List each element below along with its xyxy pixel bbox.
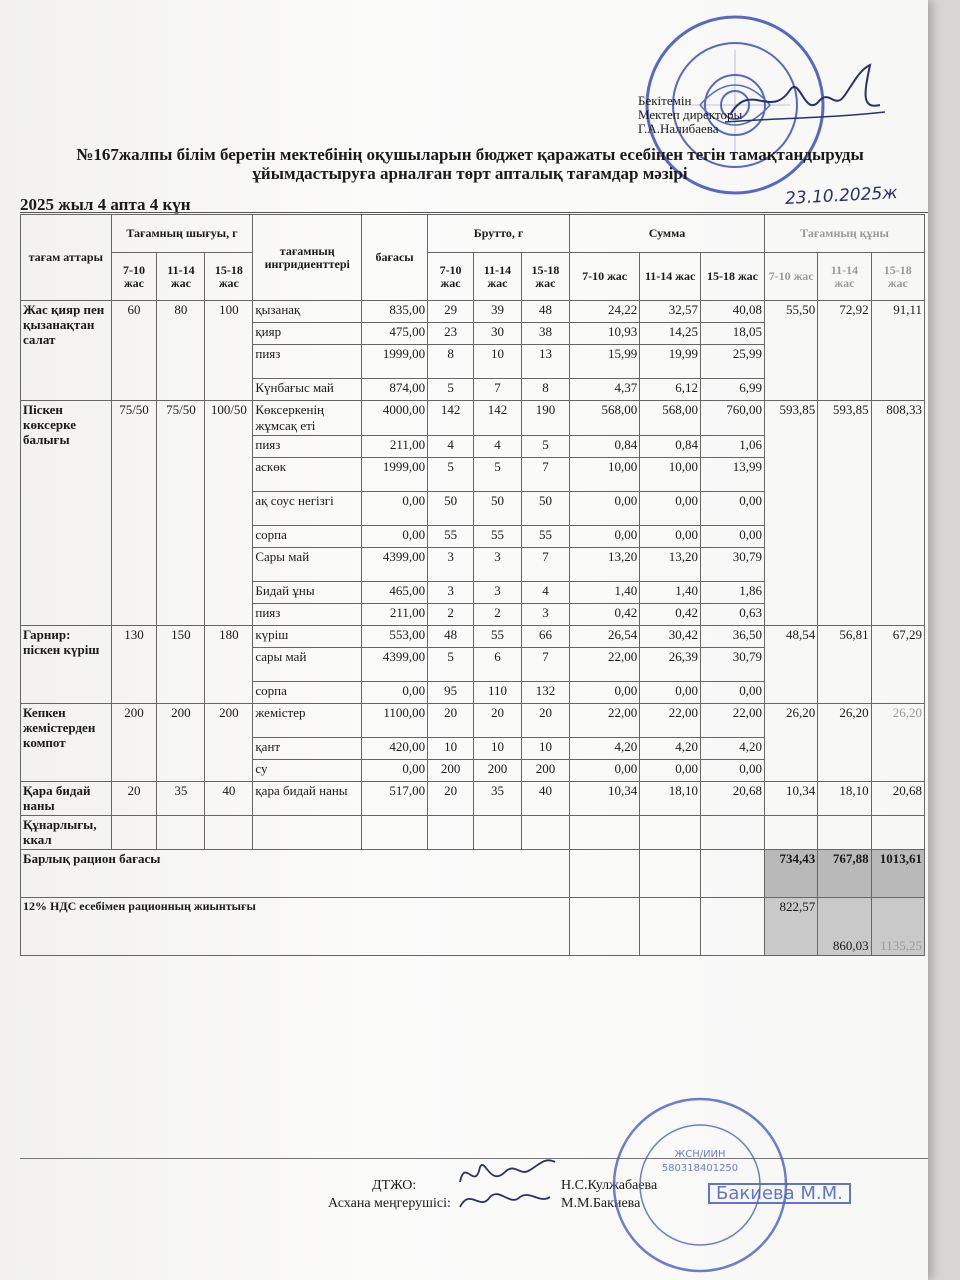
dish-yield: 75/50 (157, 401, 205, 626)
dish-cost: 593,85 (764, 401, 817, 626)
ingredient-sum: 0,42 (569, 604, 639, 626)
ingredient-sum: 0,42 (640, 604, 701, 626)
vat-total-label: 12% НДС есебімен рационның жиынтығы (21, 898, 570, 956)
ingredient-sum: 10,93 (569, 323, 639, 345)
ingredient-brutto: 35 (473, 782, 521, 816)
ingredient-brutto: 40 (521, 782, 569, 816)
ingredient-sum: 22,00 (640, 704, 701, 738)
ingredient-sum: 4,20 (701, 738, 765, 760)
dish-cost: 91,11 (871, 301, 924, 401)
dish-yield: 100/50 (205, 401, 253, 626)
ingredient-price: 211,00 (362, 436, 428, 458)
total-row (21, 850, 925, 898)
ingredient-brutto: 10 (428, 738, 474, 760)
menu-table (20, 214, 925, 956)
page-title: №167жалпы білім беретін мектебінің оқушыларын бюджет қаражаты есебінен тегін тамақтандыруды ұйымдастыруға арналған төрт апталық тағамдар мәзірі (76, 145, 864, 183)
ingredient-brutto: 3 (473, 582, 521, 604)
ingredient-brutto: 3 (521, 604, 569, 626)
ingredient-brutto: 4 (473, 436, 521, 458)
summa-age-header-1: 7-10 жас (569, 253, 639, 301)
ingredient-sum: 36,50 (701, 626, 765, 648)
total-value-15-18: 1013,61 (871, 850, 924, 898)
ingredient-brutto: 200 (473, 760, 521, 782)
dish-cost: 56,81 (818, 626, 871, 704)
ingredient-brutto: 7 (473, 379, 521, 401)
dish-yield: 200 (111, 704, 157, 782)
dish-name: Гарнир: піскен күріш (21, 626, 112, 704)
ingredient-sum: 26,54 (569, 626, 639, 648)
menu-body (21, 301, 925, 816)
ingredient-brutto: 5 (428, 648, 474, 682)
ingredient-sum: 13,20 (569, 548, 639, 582)
ingredient-sum: 568,00 (640, 401, 701, 436)
divider (20, 212, 928, 213)
ingredient-sum: 1,40 (569, 582, 639, 604)
ingredient-sum: 1,86 (701, 582, 765, 604)
ingredient-name: қант (253, 738, 362, 760)
ingredient-sum: 15,99 (569, 345, 639, 379)
ingredient-sum: 0,00 (569, 760, 639, 782)
ingredient-brutto: 55 (473, 626, 521, 648)
dish-yield: 80 (157, 301, 205, 401)
ingredient-brutto: 3 (428, 582, 474, 604)
dish-yield: 130 (111, 626, 157, 704)
ingredient-brutto: 2 (428, 604, 474, 626)
dish-yield: 40 (205, 782, 253, 816)
summa-age-header-3: 15-18 жас (701, 253, 765, 301)
ingredient-brutto: 6 (473, 648, 521, 682)
dish-yield: 180 (205, 626, 253, 704)
ingredient-sum: 4,20 (640, 738, 701, 760)
ingredient-name: пияз (253, 604, 362, 626)
handwritten-date: 23.10.2025ж (784, 183, 899, 209)
header-dish-name: тағам аттары (21, 215, 112, 301)
signature-name-2: М.М.Бакиева (561, 1196, 641, 1211)
header-yield: Тағамның шығуы, г (111, 215, 253, 253)
ingredient-brutto: 48 (521, 301, 569, 323)
ingredient-name: қияр (253, 323, 362, 345)
approval-line-3: Г.А.Налибаева (638, 121, 719, 136)
dish-name: Піскен көксерке балығы (21, 401, 112, 626)
ingredient-sum: 18,10 (640, 782, 701, 816)
stamp-line-2: 580318401250 (661, 1163, 739, 1174)
ingredient-brutto: 10 (473, 738, 521, 760)
ingredient-row (21, 301, 925, 323)
ingredient-brutto: 8 (521, 379, 569, 401)
ingredient-row (21, 704, 925, 738)
ingredient-sum: 1,06 (701, 436, 765, 458)
ingredient-sum: 568,00 (569, 401, 639, 436)
ingredient-name: жемістер (253, 704, 362, 738)
ingredient-price: 211,00 (362, 604, 428, 626)
ingredient-sum: 0,00 (701, 760, 765, 782)
ingredient-sum: 0,84 (640, 436, 701, 458)
ingredient-sum: 4,37 (569, 379, 639, 401)
dish-yield: 75/50 (111, 401, 157, 626)
ingredient-price: 835,00 (362, 301, 428, 323)
vat-total-row (21, 898, 925, 956)
stamp-name-box: Бакиева М.М. (708, 1183, 851, 1204)
ingredient-brutto: 95 (428, 682, 474, 704)
dish-cost: 593,85 (818, 401, 871, 626)
ingredient-sum: 30,79 (701, 548, 765, 582)
signature-name-1: Н.С.Кулжабаева (561, 1178, 658, 1193)
ingredient-brutto: 200 (521, 760, 569, 782)
ingredient-sum: 26,39 (640, 648, 701, 682)
approval-line-2: Мектеп директоры (638, 107, 743, 122)
ingredient-sum: 1,40 (640, 582, 701, 604)
ingredient-sum: 22,00 (701, 704, 765, 738)
ingredient-brutto: 5 (428, 458, 474, 492)
director-signature (720, 60, 890, 140)
ingredient-name: су (253, 760, 362, 782)
ingredient-brutto: 3 (428, 548, 474, 582)
ingredient-sum: 19,99 (640, 345, 701, 379)
ingredient-name: Сары май (253, 548, 362, 582)
ingredient-brutto: 29 (428, 301, 474, 323)
header-cost: Тағамның құны (764, 215, 924, 253)
ingredient-sum: 30,79 (701, 648, 765, 682)
header-price: бағасы (362, 215, 428, 301)
dish-cost: 18,10 (818, 782, 871, 816)
ingredient-sum: 0,00 (701, 492, 765, 526)
brutto-age-header-2: 11-14 жас (473, 253, 521, 301)
approval-line-1: Бекітемін (638, 93, 692, 108)
ingredient-brutto: 50 (428, 492, 474, 526)
ingredient-name: аскөк (253, 458, 362, 492)
dish-yield: 60 (111, 301, 157, 401)
ingredient-brutto: 20 (428, 782, 474, 816)
ingredient-sum: 0,00 (640, 760, 701, 782)
ingredient-sum: 14,25 (640, 323, 701, 345)
ingredient-sum: 0,00 (640, 492, 701, 526)
vat-value-11-14: 860,03 (818, 898, 871, 956)
ingredient-sum: 0,00 (569, 682, 639, 704)
ingredient-name: күріш (253, 626, 362, 648)
ingredient-sum: 30,42 (640, 626, 701, 648)
total-label: Барлық рацион бағасы (21, 850, 570, 898)
ingredient-name: сары май (253, 648, 362, 682)
ingredient-brutto: 110 (473, 682, 521, 704)
ingredient-name: пияз (253, 436, 362, 458)
ingredient-sum: 0,00 (569, 526, 639, 548)
date-line: 2025 жыл 4 апта 4 күн (20, 195, 191, 214)
ingredient-price: 0,00 (362, 526, 428, 548)
ingredient-price: 0,00 (362, 760, 428, 782)
ingredient-sum: 25,99 (701, 345, 765, 379)
dish-yield: 20 (111, 782, 157, 816)
calories-row (21, 816, 925, 850)
ingredient-sum: 10,00 (640, 458, 701, 492)
ingredient-price: 4000,00 (362, 401, 428, 436)
cost-age-header-2: 11-14 жас (818, 253, 871, 301)
dish-name: Кепкен жемістерден компот (21, 704, 112, 782)
totals-body (21, 816, 925, 956)
ingredient-price: 874,00 (362, 379, 428, 401)
ingredient-sum: 6,99 (701, 379, 765, 401)
ingredient-sum: 0,00 (701, 526, 765, 548)
dish-yield: 100 (205, 301, 253, 401)
ingredient-price: 4399,00 (362, 648, 428, 682)
ingredient-price: 0,00 (362, 492, 428, 526)
ingredient-sum: 20,68 (701, 782, 765, 816)
dish-cost: 26,20 (764, 704, 817, 782)
ingredient-brutto: 7 (521, 458, 569, 492)
ingredient-brutto: 66 (521, 626, 569, 648)
yield-age-header-1: 7-10 жас (111, 253, 157, 301)
ingredient-sum: 10,00 (569, 458, 639, 492)
total-value-11-14: 767,88 (818, 850, 871, 898)
ingredient-brutto: 142 (428, 401, 474, 436)
ingredient-sum: 0,00 (701, 682, 765, 704)
ingredient-price: 1100,00 (362, 704, 428, 738)
vat-value-7-10: 822,57 (764, 898, 817, 956)
ingredient-sum: 13,99 (701, 458, 765, 492)
ingredient-price: 0,00 (362, 682, 428, 704)
ingredient-brutto: 50 (473, 492, 521, 526)
dish-cost: 26,20 (871, 704, 924, 782)
staff-signatures (450, 1152, 590, 1222)
ingredient-name: қызанақ (253, 301, 362, 323)
ingredient-brutto: 20 (428, 704, 474, 738)
dish-name: Қара бидай наны (21, 782, 112, 816)
yield-age-header-2: 11-14 жас (157, 253, 205, 301)
ingredient-price: 4399,00 (362, 548, 428, 582)
ingredient-brutto: 190 (521, 401, 569, 436)
dish-yield: 200 (157, 704, 205, 782)
ingredient-sum: 22,00 (569, 648, 639, 682)
ingredient-brutto: 142 (473, 401, 521, 436)
ingredient-brutto: 10 (521, 738, 569, 760)
header-brutto: Брутто, г (428, 215, 570, 253)
dish-cost: 20,68 (871, 782, 924, 816)
ingredient-sum: 0,84 (569, 436, 639, 458)
ingredient-price: 420,00 (362, 738, 428, 760)
ingredient-sum: 0,00 (640, 526, 701, 548)
dish-cost: 48,54 (764, 626, 817, 704)
ingredient-sum: 0,00 (640, 682, 701, 704)
ingredient-brutto: 23 (428, 323, 474, 345)
ingredient-sum: 0,00 (569, 492, 639, 526)
dish-cost: 67,29 (871, 626, 924, 704)
ingredient-sum: 4,20 (569, 738, 639, 760)
ingredient-price: 517,00 (362, 782, 428, 816)
ingredient-name: Күнбағыс май (253, 379, 362, 401)
ingredient-brutto: 200 (428, 760, 474, 782)
ingredient-sum: 22,00 (569, 704, 639, 738)
brutto-age-header-1: 7-10 жас (428, 253, 474, 301)
dish-cost: 55,50 (764, 301, 817, 401)
ingredient-brutto: 10 (473, 345, 521, 379)
ingredient-brutto: 8 (428, 345, 474, 379)
ingredient-brutto: 5 (428, 379, 474, 401)
ingredient-brutto: 5 (473, 458, 521, 492)
ingredient-brutto: 55 (521, 526, 569, 548)
dish-cost: 26,20 (818, 704, 871, 782)
ingredient-name: сорпа (253, 682, 362, 704)
dish-yield: 200 (205, 704, 253, 782)
ingredient-sum: 13,20 (640, 548, 701, 582)
ingredient-sum: 10,34 (569, 782, 639, 816)
ingredient-name: сорпа (253, 526, 362, 548)
ingredient-sum: 0,63 (701, 604, 765, 626)
dish-yield: 35 (157, 782, 205, 816)
ingredient-sum: 32,57 (640, 301, 701, 323)
ingredient-brutto: 55 (473, 526, 521, 548)
header-ingredients: тағамның ингридиенттері (253, 215, 362, 301)
ingredient-brutto: 7 (521, 548, 569, 582)
ingredient-price: 1999,00 (362, 458, 428, 492)
ingredient-brutto: 2 (473, 604, 521, 626)
ingredient-price: 1999,00 (362, 345, 428, 379)
ingredient-row (21, 626, 925, 648)
ingredient-brutto: 38 (521, 323, 569, 345)
ingredient-brutto: 13 (521, 345, 569, 379)
signature-role-1: ДТЖО: (372, 1178, 417, 1193)
vat-value-15-18: 1135,25 (871, 898, 924, 956)
ingredient-brutto: 30 (473, 323, 521, 345)
dish-cost: 808,33 (871, 401, 924, 626)
dish-cost: 72,92 (818, 301, 871, 401)
ingredient-brutto: 5 (521, 436, 569, 458)
ingredient-brutto: 55 (428, 526, 474, 548)
ingredient-sum: 24,22 (569, 301, 639, 323)
ingredient-name: қара бидай наны (253, 782, 362, 816)
ingredient-brutto: 4 (428, 436, 474, 458)
ingredient-brutto: 50 (521, 492, 569, 526)
ingredient-brutto: 20 (473, 704, 521, 738)
dish-name: Жас қияр пен қызанақтан салат (21, 301, 112, 401)
ingredient-sum: 18,05 (701, 323, 765, 345)
cost-age-header-1: 7-10 жас (764, 253, 817, 301)
ingredient-sum: 6,12 (640, 379, 701, 401)
ingredient-brutto: 4 (521, 582, 569, 604)
stamp-line-1: ЖСН/ИИН (674, 1149, 726, 1160)
ingredient-name: пияз (253, 345, 362, 379)
ingredient-row (21, 401, 925, 436)
ingredient-brutto: 39 (473, 301, 521, 323)
ingredient-price: 553,00 (362, 626, 428, 648)
summa-age-header-2: 11-14 жас (640, 253, 701, 301)
ingredient-name: Көксеркенің жұмсақ еті (253, 401, 362, 436)
header-summa: Сумма (569, 215, 764, 253)
ingredient-brutto: 132 (521, 682, 569, 704)
ingredient-brutto: 3 (473, 548, 521, 582)
dish-yield: 150 (157, 626, 205, 704)
ingredient-name: ақ соус негізгі (253, 492, 362, 526)
ingredient-price: 475,00 (362, 323, 428, 345)
ingredient-sum: 40,08 (701, 301, 765, 323)
signature-role-2: Асхана меңгерушісі: (328, 1196, 451, 1211)
total-value-7-10: 734,43 (764, 850, 817, 898)
cost-age-header-3: 15-18 жас (871, 253, 924, 301)
brutto-age-header-3: 15-18 жас (521, 253, 569, 301)
ingredient-sum: 760,00 (701, 401, 765, 436)
calories-label: Құнарлығы, ккал (21, 816, 112, 850)
ingredient-brutto: 20 (521, 704, 569, 738)
ingredient-name: Бидай ұны (253, 582, 362, 604)
ingredient-row (21, 782, 925, 816)
ingredient-price: 465,00 (362, 582, 428, 604)
ingredient-brutto: 7 (521, 648, 569, 682)
dish-cost: 10,34 (764, 782, 817, 816)
age-header-row (21, 253, 925, 301)
ingredient-brutto: 48 (428, 626, 474, 648)
yield-age-header-3: 15-18 жас (205, 253, 253, 301)
